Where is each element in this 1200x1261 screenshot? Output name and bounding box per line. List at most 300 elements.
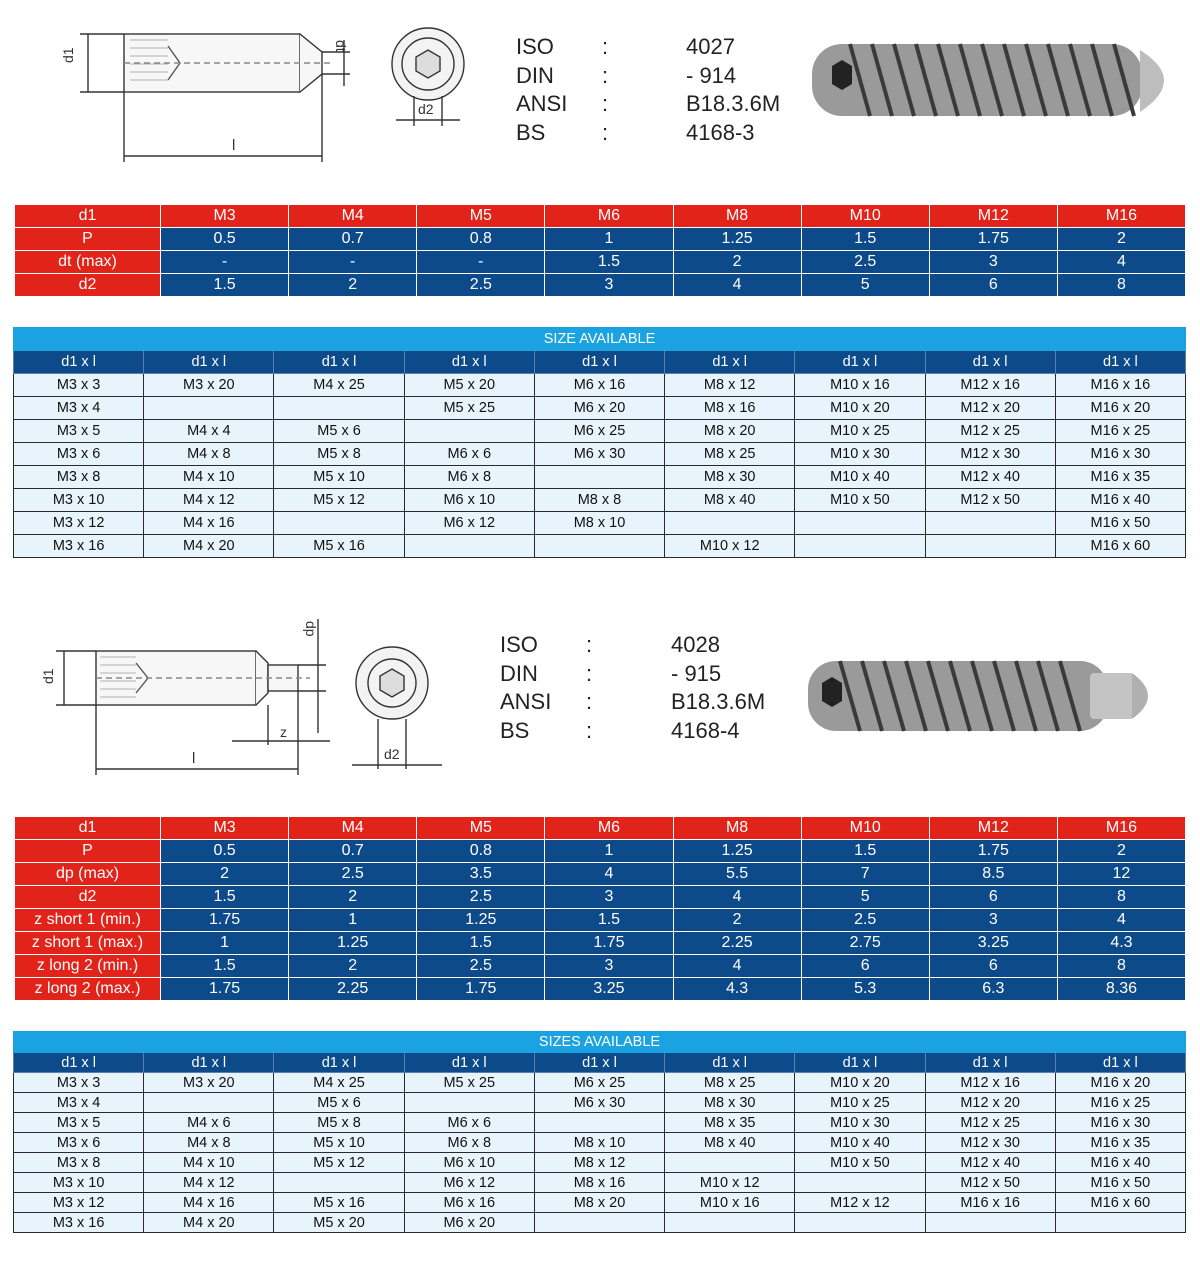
- size-cell: [925, 512, 1055, 535]
- spec-header-cell: M16: [1057, 817, 1185, 840]
- standard-sep: :: [586, 689, 593, 714]
- size-cell: M6 x 6: [404, 443, 534, 466]
- size-cell: M12 x 50: [925, 1173, 1055, 1193]
- sizes-col-header: d1 x l: [404, 1053, 534, 1073]
- spec-cell: 3: [929, 251, 1057, 274]
- size-cell: M6 x 25: [534, 1073, 664, 1093]
- spec-cell: -: [289, 251, 417, 274]
- spec-cell: 1.5: [545, 251, 673, 274]
- size-cell: M4 x 10: [144, 1153, 274, 1173]
- spec-cell: 2: [289, 886, 417, 909]
- sizes-title-row: [14, 1032, 1186, 1053]
- standard-key: ANSI: [500, 689, 552, 714]
- size-cell: M5 x 8: [274, 443, 404, 466]
- size-cell: M6 x 16: [534, 374, 664, 397]
- spec-header-cell: M12: [929, 817, 1057, 840]
- size-cell: [534, 535, 664, 558]
- spec-cell: 1: [289, 909, 417, 932]
- size-cell: M10 x 40: [795, 1133, 925, 1153]
- sizes-table-2: [13, 1031, 1186, 1233]
- sizes-row: [14, 1133, 1186, 1153]
- sizes-col-header: d1 x l: [14, 351, 144, 374]
- sizes-row: [14, 1213, 1186, 1233]
- spec-cell: 3.5: [417, 863, 545, 886]
- size-cell: [925, 1213, 1055, 1233]
- spec-row-label: z short 1 (min.): [15, 909, 161, 932]
- spec-cell: 3: [545, 955, 673, 978]
- spec-row: [15, 228, 1186, 251]
- spec-cell: 4: [673, 955, 801, 978]
- spec-cell: 4: [1057, 251, 1185, 274]
- spec-header-cell: M4: [289, 817, 417, 840]
- sizes-col-header: d1 x l: [795, 351, 925, 374]
- size-cell: M8 x 25: [665, 1073, 795, 1093]
- size-cell: M12 x 30: [925, 1133, 1055, 1153]
- size-cell: M12 x 25: [925, 1113, 1055, 1133]
- size-cell: M4 x 25: [274, 374, 404, 397]
- size-cell: [665, 512, 795, 535]
- sizes-row: [14, 1173, 1186, 1193]
- size-cell: M3 x 16: [14, 535, 144, 558]
- spec-cell: 2.5: [801, 251, 929, 274]
- label-l: l: [232, 137, 236, 154]
- size-cell: M6 x 8: [404, 466, 534, 489]
- spec-cell: 3: [929, 909, 1057, 932]
- label-l: l: [192, 750, 196, 767]
- spec-cell: 2.5: [417, 955, 545, 978]
- size-cell: M4 x 25: [274, 1073, 404, 1093]
- spec-cell: 0.7: [289, 228, 417, 251]
- sizes-row: [14, 489, 1186, 512]
- size-cell: M16 x 40: [1055, 489, 1185, 512]
- size-cell: M8 x 40: [665, 489, 795, 512]
- standard-key: ISO: [500, 632, 538, 657]
- spec-cell: 1: [545, 840, 673, 863]
- size-cell: M3 x 12: [14, 1193, 144, 1213]
- standard-key: ISO: [516, 34, 554, 59]
- size-cell: M16 x 60: [1055, 535, 1185, 558]
- size-cell: M16 x 35: [1055, 466, 1185, 489]
- spec-cell: 4: [545, 863, 673, 886]
- size-cell: M16 x 25: [1055, 420, 1185, 443]
- spec-cell: 2.5: [289, 863, 417, 886]
- standard-value: B18.3.6M: [671, 689, 766, 714]
- spec-row: [15, 886, 1186, 909]
- size-cell: M12 x 20: [925, 1093, 1055, 1113]
- spec-cell: 12: [1057, 863, 1185, 886]
- standard-sep: :: [602, 34, 609, 59]
- spec-header-cell: M3: [161, 817, 289, 840]
- size-cell: [534, 1213, 664, 1233]
- standard-din: [516, 62, 796, 91]
- size-cell: M16 x 50: [1055, 1173, 1185, 1193]
- spec-cell: 2: [673, 251, 801, 274]
- size-cell: [795, 535, 925, 558]
- size-cell: M16 x 20: [1055, 397, 1185, 420]
- size-cell: M16 x 16: [1055, 374, 1185, 397]
- size-cell: M4 x 12: [144, 1173, 274, 1193]
- size-cell: [795, 1173, 925, 1193]
- label-d1: d1: [40, 668, 56, 684]
- size-cell: M10 x 50: [795, 489, 925, 512]
- spec-cell: 2: [289, 274, 417, 297]
- sizes-header-row: [14, 1053, 1186, 1073]
- spec-cell: 4.3: [673, 978, 801, 1001]
- size-cell: M3 x 10: [14, 1173, 144, 1193]
- size-cell: M6 x 25: [534, 420, 664, 443]
- sizes-col-header: d1 x l: [144, 1053, 274, 1073]
- size-cell: M12 x 20: [925, 397, 1055, 420]
- spec-header-cell: M5: [417, 205, 545, 228]
- size-cell: M8 x 10: [534, 512, 664, 535]
- standard-sep: :: [602, 62, 609, 88]
- size-cell: M3 x 3: [14, 374, 144, 397]
- size-cell: M3 x 8: [14, 1153, 144, 1173]
- sizes-row: [14, 374, 1186, 397]
- spec-header-cell: M6: [545, 205, 673, 228]
- size-cell: M6 x 30: [534, 1093, 664, 1113]
- size-cell: M3 x 16: [14, 1213, 144, 1233]
- size-cell: M3 x 6: [14, 443, 144, 466]
- spec-cell: 8: [1057, 274, 1185, 297]
- standard-din: [500, 660, 780, 689]
- spec-cell: 8.36: [1057, 978, 1185, 1001]
- standard-value: 4168-4: [671, 717, 740, 743]
- size-cell: M12 x 12: [795, 1193, 925, 1213]
- sizes-col-header: d1 x l: [274, 1053, 404, 1073]
- spec-row-label: d2: [15, 274, 161, 297]
- size-cell: M10 x 30: [795, 443, 925, 466]
- size-cell: M6 x 8: [404, 1133, 534, 1153]
- sizes-row: [14, 466, 1186, 489]
- size-cell: M10 x 12: [665, 1173, 795, 1193]
- standards-list-1: [516, 33, 796, 147]
- size-cell: M10 x 16: [795, 374, 925, 397]
- spec-cell: 0.5: [161, 228, 289, 251]
- size-cell: [404, 420, 534, 443]
- standard-value: B18.3.6M: [686, 91, 781, 116]
- spec-header-cell: M12: [929, 205, 1057, 228]
- spec-row: [15, 955, 1186, 978]
- size-cell: M10 x 12: [665, 535, 795, 558]
- spec-cell: 2.5: [417, 886, 545, 909]
- sizes-row: [14, 1193, 1186, 1213]
- size-cell: M3 x 8: [14, 466, 144, 489]
- sizes-row: [14, 1113, 1186, 1133]
- standard-ansi: [516, 90, 796, 119]
- size-cell: M10 x 25: [795, 1093, 925, 1113]
- spec-row-label: d2: [15, 886, 161, 909]
- standard-iso: [500, 631, 780, 660]
- dog-point-screw-photo: [808, 661, 1148, 731]
- spec-header-cell: M10: [801, 817, 929, 840]
- spec-header-cell: M8: [673, 205, 801, 228]
- spec-row-label: z long 2 (min.): [15, 955, 161, 978]
- label-d2: d2: [384, 746, 400, 762]
- size-cell: [795, 1213, 925, 1233]
- size-cell: M6 x 16: [404, 1193, 534, 1213]
- sizes-table-1: [13, 327, 1186, 558]
- standards-list-2: [500, 631, 780, 745]
- size-cell: M5 x 10: [274, 466, 404, 489]
- spec-cell: -: [417, 251, 545, 274]
- spec-table-1: [14, 204, 1186, 297]
- size-cell: M8 x 20: [665, 420, 795, 443]
- sizes-col-header: d1 x l: [274, 351, 404, 374]
- spec-row: [15, 863, 1186, 886]
- spec-cell: 6: [929, 886, 1057, 909]
- spec-cell: 1.5: [801, 228, 929, 251]
- spec-cell: 3: [545, 274, 673, 297]
- size-cell: M5 x 16: [274, 535, 404, 558]
- sizes-row: [14, 1093, 1186, 1113]
- spec-row: [15, 909, 1186, 932]
- spec-row-label: z long 2 (max.): [15, 978, 161, 1001]
- spec-cell: 1.25: [289, 932, 417, 955]
- sizes-row: [14, 443, 1186, 466]
- size-cell: M4 x 8: [144, 1133, 274, 1153]
- standard-sep: :: [586, 660, 593, 686]
- sizes-row: [14, 512, 1186, 535]
- cone-point-side-view: [80, 34, 350, 162]
- size-cell: [1055, 1213, 1185, 1233]
- spec-cell: -: [161, 251, 289, 274]
- spec-cell: 6: [929, 274, 1057, 297]
- sizes-row: [14, 1153, 1186, 1173]
- size-cell: M12 x 50: [925, 489, 1055, 512]
- size-cell: M3 x 5: [14, 420, 144, 443]
- cone-point-screw-photo: [812, 44, 1164, 116]
- spec-row-label: z short 1 (max.): [15, 932, 161, 955]
- size-cell: M8 x 30: [665, 466, 795, 489]
- label-dt: dt: [333, 40, 349, 52]
- spec-cell: 2: [289, 955, 417, 978]
- spec-cell: 1.5: [801, 840, 929, 863]
- sizes-col-header: d1 x l: [795, 1053, 925, 1073]
- standard-key: ANSI: [516, 91, 568, 116]
- size-cell: [144, 1093, 274, 1113]
- size-cell: M4 x 4: [144, 420, 274, 443]
- spec-cell: 2: [161, 863, 289, 886]
- size-cell: M6 x 6: [404, 1113, 534, 1133]
- spec-row-label: P: [15, 228, 161, 251]
- size-cell: M6 x 20: [534, 397, 664, 420]
- size-cell: M8 x 12: [534, 1153, 664, 1173]
- size-cell: M6 x 12: [404, 512, 534, 535]
- size-cell: M3 x 3: [14, 1073, 144, 1093]
- spec-row: [15, 251, 1186, 274]
- size-cell: M10 x 50: [795, 1153, 925, 1173]
- size-cell: M4 x 16: [144, 1193, 274, 1213]
- size-cell: M3 x 4: [14, 1093, 144, 1113]
- spec-cell: 4: [673, 274, 801, 297]
- size-cell: [795, 512, 925, 535]
- size-cell: M8 x 16: [665, 397, 795, 420]
- label-z: z: [280, 724, 287, 740]
- size-cell: M3 x 4: [14, 397, 144, 420]
- size-cell: M3 x 20: [144, 374, 274, 397]
- label-d2: d2: [418, 101, 434, 117]
- spec-header-row: [15, 817, 1186, 840]
- size-cell: M4 x 20: [144, 1213, 274, 1233]
- spec-cell: 2.25: [673, 932, 801, 955]
- spec-cell: 3.25: [929, 932, 1057, 955]
- size-cell: M6 x 10: [404, 489, 534, 512]
- size-cell: [144, 397, 274, 420]
- size-cell: M4 x 16: [144, 512, 274, 535]
- standard-key: BS: [516, 119, 546, 145]
- standard-bs: [516, 119, 796, 148]
- spec-cell: 5.5: [673, 863, 801, 886]
- spec-cell: 4.3: [1057, 932, 1185, 955]
- spec-cell: 1.75: [417, 978, 545, 1001]
- size-cell: M16 x 30: [1055, 443, 1185, 466]
- size-cell: M10 x 16: [665, 1193, 795, 1213]
- size-cell: M8 x 35: [665, 1113, 795, 1133]
- spec-header-row: [15, 205, 1186, 228]
- spec-cell: 6: [929, 955, 1057, 978]
- spec-row: [15, 274, 1186, 297]
- spec-row-label: dt (max): [15, 251, 161, 274]
- sizes-title: SIZE AVAILABLE: [14, 328, 1186, 351]
- spec-cell: 0.5: [161, 840, 289, 863]
- spec-cell: 0.7: [289, 840, 417, 863]
- size-cell: M5 x 6: [274, 420, 404, 443]
- sizes-col-header: d1 x l: [925, 351, 1055, 374]
- size-cell: M16 x 20: [1055, 1073, 1185, 1093]
- spec-cell: 8: [1057, 955, 1185, 978]
- label-dp: dp: [303, 621, 319, 637]
- spec-cell: 2.25: [289, 978, 417, 1001]
- spec-cell: 5.3: [801, 978, 929, 1001]
- standard-key: DIN: [516, 62, 554, 88]
- sizes-col-header: d1 x l: [1055, 1053, 1185, 1073]
- spec-cell: 1.5: [161, 955, 289, 978]
- size-cell: M5 x 12: [274, 489, 404, 512]
- size-cell: M10 x 20: [795, 397, 925, 420]
- spec-cell: 7: [801, 863, 929, 886]
- size-cell: M8 x 12: [665, 374, 795, 397]
- size-cell: M4 x 6: [144, 1113, 274, 1133]
- spec-header-cell: M3: [161, 205, 289, 228]
- size-cell: [404, 1093, 534, 1113]
- spec-cell: 2.75: [801, 932, 929, 955]
- spec-cell: 5: [801, 274, 929, 297]
- size-cell: M5 x 20: [404, 374, 534, 397]
- spec-cell: 1.75: [161, 978, 289, 1001]
- standard-value: 4028: [671, 632, 720, 657]
- spec-cell: 1.75: [929, 840, 1057, 863]
- standard-value: - 915: [671, 660, 722, 686]
- size-cell: [274, 512, 404, 535]
- size-cell: M5 x 25: [404, 397, 534, 420]
- spec-cell: 8: [1057, 886, 1185, 909]
- size-cell: M4 x 12: [144, 489, 274, 512]
- sizes-col-header: d1 x l: [144, 351, 274, 374]
- sizes-row: [14, 420, 1186, 443]
- size-cell: M3 x 12: [14, 512, 144, 535]
- spec-cell: 1.25: [673, 840, 801, 863]
- size-cell: M16 x 25: [1055, 1093, 1185, 1113]
- size-cell: M5 x 20: [274, 1213, 404, 1233]
- size-cell: M16 x 30: [1055, 1113, 1185, 1133]
- size-cell: M8 x 10: [534, 1133, 664, 1153]
- standard-key: DIN: [500, 660, 538, 686]
- standard-sep: :: [602, 91, 609, 116]
- size-cell: M3 x 6: [14, 1133, 144, 1153]
- size-cell: M4 x 20: [144, 535, 274, 558]
- size-cell: M12 x 25: [925, 420, 1055, 443]
- spec-cell: 2: [1057, 228, 1185, 251]
- standard-sep: :: [586, 632, 593, 657]
- spec-row-label: dp (max): [15, 863, 161, 886]
- sizes-row: [14, 535, 1186, 558]
- size-cell: [534, 466, 664, 489]
- size-cell: M8 x 40: [665, 1133, 795, 1153]
- size-cell: M6 x 10: [404, 1153, 534, 1173]
- spec-header-cell: d1: [15, 205, 161, 228]
- spec-header-cell: M16: [1057, 205, 1185, 228]
- size-cell: M16 x 60: [1055, 1193, 1185, 1213]
- spec-cell: 6.3: [929, 978, 1057, 1001]
- size-cell: M6 x 20: [404, 1213, 534, 1233]
- size-cell: M5 x 8: [274, 1113, 404, 1133]
- size-cell: M10 x 40: [795, 466, 925, 489]
- spec-cell: 1: [161, 932, 289, 955]
- standard-value: 4168-3: [686, 119, 755, 145]
- spec-cell: 1.75: [545, 932, 673, 955]
- spec-cell: 6: [801, 955, 929, 978]
- spec-cell: 4: [1057, 909, 1185, 932]
- size-cell: M6 x 30: [534, 443, 664, 466]
- size-cell: M12 x 40: [925, 1153, 1055, 1173]
- size-cell: M8 x 30: [665, 1093, 795, 1113]
- size-cell: [404, 535, 534, 558]
- spec-header-cell: M5: [417, 817, 545, 840]
- size-cell: M5 x 12: [274, 1153, 404, 1173]
- standard-key: BS: [500, 717, 530, 743]
- spec-cell: 0.8: [417, 840, 545, 863]
- spec-cell: 0.8: [417, 228, 545, 251]
- spec-row: [15, 932, 1186, 955]
- spec-cell: 5: [801, 886, 929, 909]
- spec-header-cell: d1: [15, 817, 161, 840]
- sizes-title: SIZES AVAILABLE: [14, 1032, 1186, 1053]
- size-cell: M10 x 30: [795, 1113, 925, 1133]
- spec-header-cell: M10: [801, 205, 929, 228]
- sizes-col-header: d1 x l: [665, 351, 795, 374]
- standard-sep: :: [602, 119, 609, 145]
- size-cell: [534, 1113, 664, 1133]
- size-cell: M12 x 30: [925, 443, 1055, 466]
- size-cell: M16 x 35: [1055, 1133, 1185, 1153]
- size-cell: M10 x 25: [795, 420, 925, 443]
- spec-row-label: P: [15, 840, 161, 863]
- size-cell: [274, 1173, 404, 1193]
- size-cell: [665, 1153, 795, 1173]
- standard-ansi: [500, 688, 780, 717]
- spec-cell: 1.75: [929, 228, 1057, 251]
- spec-row: [15, 978, 1186, 1001]
- size-cell: M5 x 16: [274, 1193, 404, 1213]
- size-cell: M16 x 50: [1055, 512, 1185, 535]
- spec-cell: 3.25: [545, 978, 673, 1001]
- size-cell: M4 x 10: [144, 466, 274, 489]
- spec-cell: 1.5: [161, 886, 289, 909]
- size-cell: M5 x 25: [404, 1073, 534, 1093]
- size-cell: M16 x 40: [1055, 1153, 1185, 1173]
- sizes-header-row: [14, 351, 1186, 374]
